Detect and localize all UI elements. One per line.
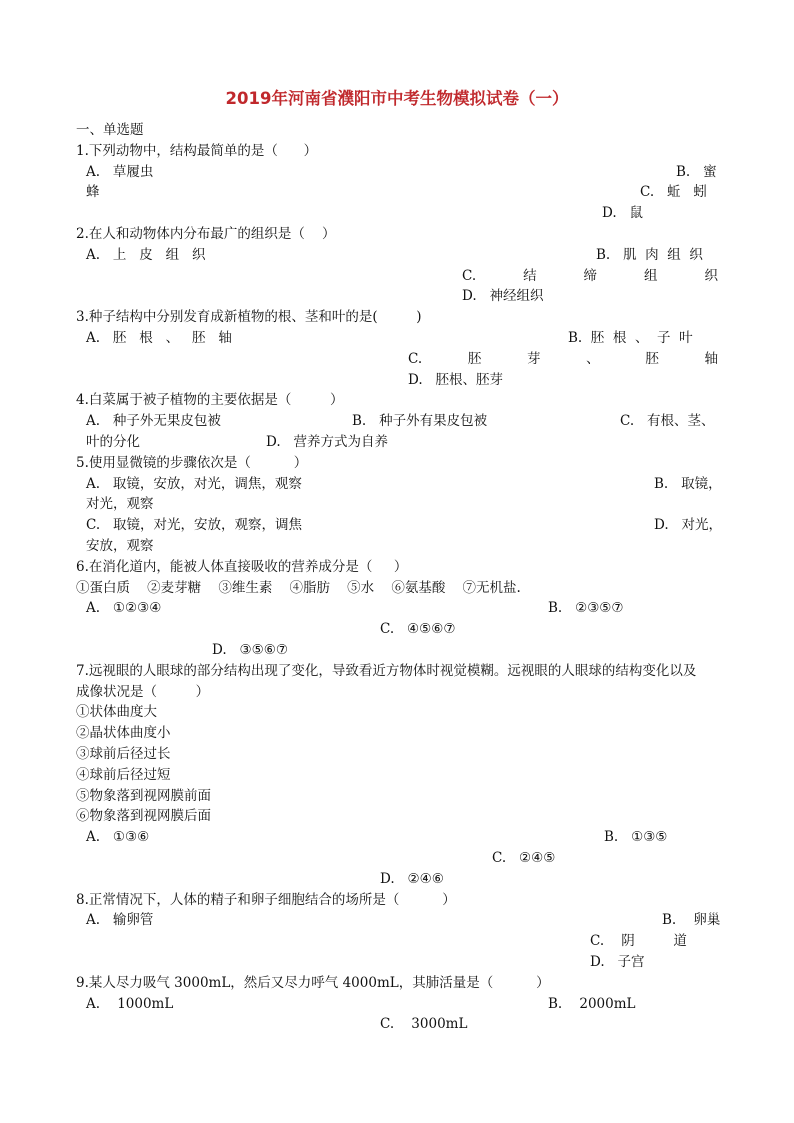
q4-option-c-wrap: 叶的分化 (86, 434, 140, 450)
q6-option-a: A. ①②③④ (86, 600, 162, 616)
q6-option-c: C. ④⑤⑥⑦ (380, 621, 456, 637)
q3-option-c: C. 胚 芽 、 胚 轴 (408, 351, 718, 367)
q8-option-b: B. 卵巢 (662, 912, 721, 928)
q1-option-b-wrap: 蜂 (86, 184, 100, 200)
q1-option-c: C. 蚯 蚓 (640, 184, 707, 200)
q7-stem-line1: 7.远视眼的人眼球的部分结构出现了变化，导致看近方物体时视觉模糊。远视眼的人眼球的结构变化以及 (76, 663, 697, 679)
q4-option-a: A. 种子外无果皮包被 (86, 413, 221, 429)
q4-stem: 4.白菜属于被子植物的主要依据是（ ） (76, 392, 344, 408)
q3-option-d: D. 胚根、胚芽 (408, 372, 504, 388)
q5-stem: 5.使用显微镜的步骤依次是（ ） (76, 455, 308, 471)
q7-item-2: ②晶状体曲度小 (76, 725, 171, 741)
q8-stem: 8.正常情况下，人体的精子和卵子细胞结合的场所是（ ） (76, 892, 456, 908)
q2-option-b: B. 肌 肉 组 织 (596, 247, 703, 263)
q5-option-b: B. 取镜， (654, 476, 722, 492)
q2-option-c: C. 结 缔 组 织 (462, 268, 718, 284)
q5-option-a: A. 取镜，安放，对光，调焦，观察 (86, 476, 302, 492)
q8-option-a: A. 输卵管 (86, 912, 154, 928)
exam-title: 2019年河南省濮阳市中考生物模拟试卷（一） (225, 89, 569, 108)
q4-option-b: B. 种子外有果皮包被 (352, 413, 488, 429)
q7-option-c: C. ②④⑤ (492, 850, 556, 866)
q2-stem: 2.在人和动物体内分布最广的组织是（ ） (76, 226, 336, 242)
q2-option-d: D. 神经组织 (462, 288, 544, 304)
q7-item-5: ⑤物象落到视网膜前面 (76, 788, 211, 804)
q1-option-d: D. 鼠 (602, 205, 644, 221)
q3-option-a: A. 胚 根 、 胚 轴 (86, 330, 232, 346)
q9-option-c: C. 3000mL (380, 1016, 468, 1032)
q6-stem: 6.在消化道内，能被人体直接吸收的营养成分是（ ） (76, 559, 408, 575)
q7-item-3: ③球前后径过长 (76, 746, 171, 762)
q8-option-c: C. 阴 道 (590, 933, 687, 949)
q7-item-4: ④球前后径过短 (76, 767, 171, 783)
q1-stem: 1.下列动物中，结构最简单的是（ ） (76, 143, 318, 159)
q7-stem-line2: 成像状况是（ ） (76, 684, 210, 700)
q8-option-d: D. 子宫 (590, 954, 645, 970)
q7-option-d: D. ②④⑥ (380, 871, 444, 887)
q4-option-d: D. 营养方式为自养 (266, 434, 389, 450)
q6-option-d: D. ③⑤⑥⑦ (212, 642, 288, 658)
q3-option-b: B. 胚 根 、 子 叶 (568, 330, 693, 346)
q7-item-6: ⑥物象落到视网膜后面 (76, 808, 211, 824)
q9-option-b: B. 2000mL (548, 996, 636, 1012)
q7-option-b: B. ①③⑤ (604, 829, 668, 845)
q1-option-a: A. 草履虫 (86, 164, 154, 180)
q3-stem: 3.种子结构中分别发育成新植物的根、茎和叶的是( ) (76, 309, 422, 325)
q5-option-d-wrap: 安放，观察 (86, 538, 154, 554)
q6-option-b: B. ②③⑤⑦ (548, 600, 624, 616)
q5-option-b-wrap: 对光，观察 (86, 496, 154, 512)
q6-items: ①蛋白质 ②麦芽糖 ③维生素 ④脂肪 ⑤水 ⑥氨基酸 ⑦无机盐. (76, 580, 521, 596)
q5-option-c: C. 取镜，对光，安放，观察，调焦 (86, 517, 303, 533)
q4-option-c: C. 有根、茎、 (620, 413, 715, 429)
q7-option-a: A. ①③⑥ (86, 829, 150, 845)
q9-option-a: A. 1000mL (86, 996, 174, 1012)
q7-item-1: ①状体曲度大 (76, 704, 157, 720)
q9-stem: 9.某人尽力吸气 3000mL，然后又尽力呼气 4000mL，其肺活量是（ ） (76, 975, 550, 991)
q1-option-b: B. 蜜 (676, 164, 717, 180)
q5-option-d: D. 对光， (654, 517, 723, 533)
section-heading: 一、单选题 (76, 122, 144, 138)
q2-option-a: A. 上 皮 组 织 (86, 247, 206, 263)
